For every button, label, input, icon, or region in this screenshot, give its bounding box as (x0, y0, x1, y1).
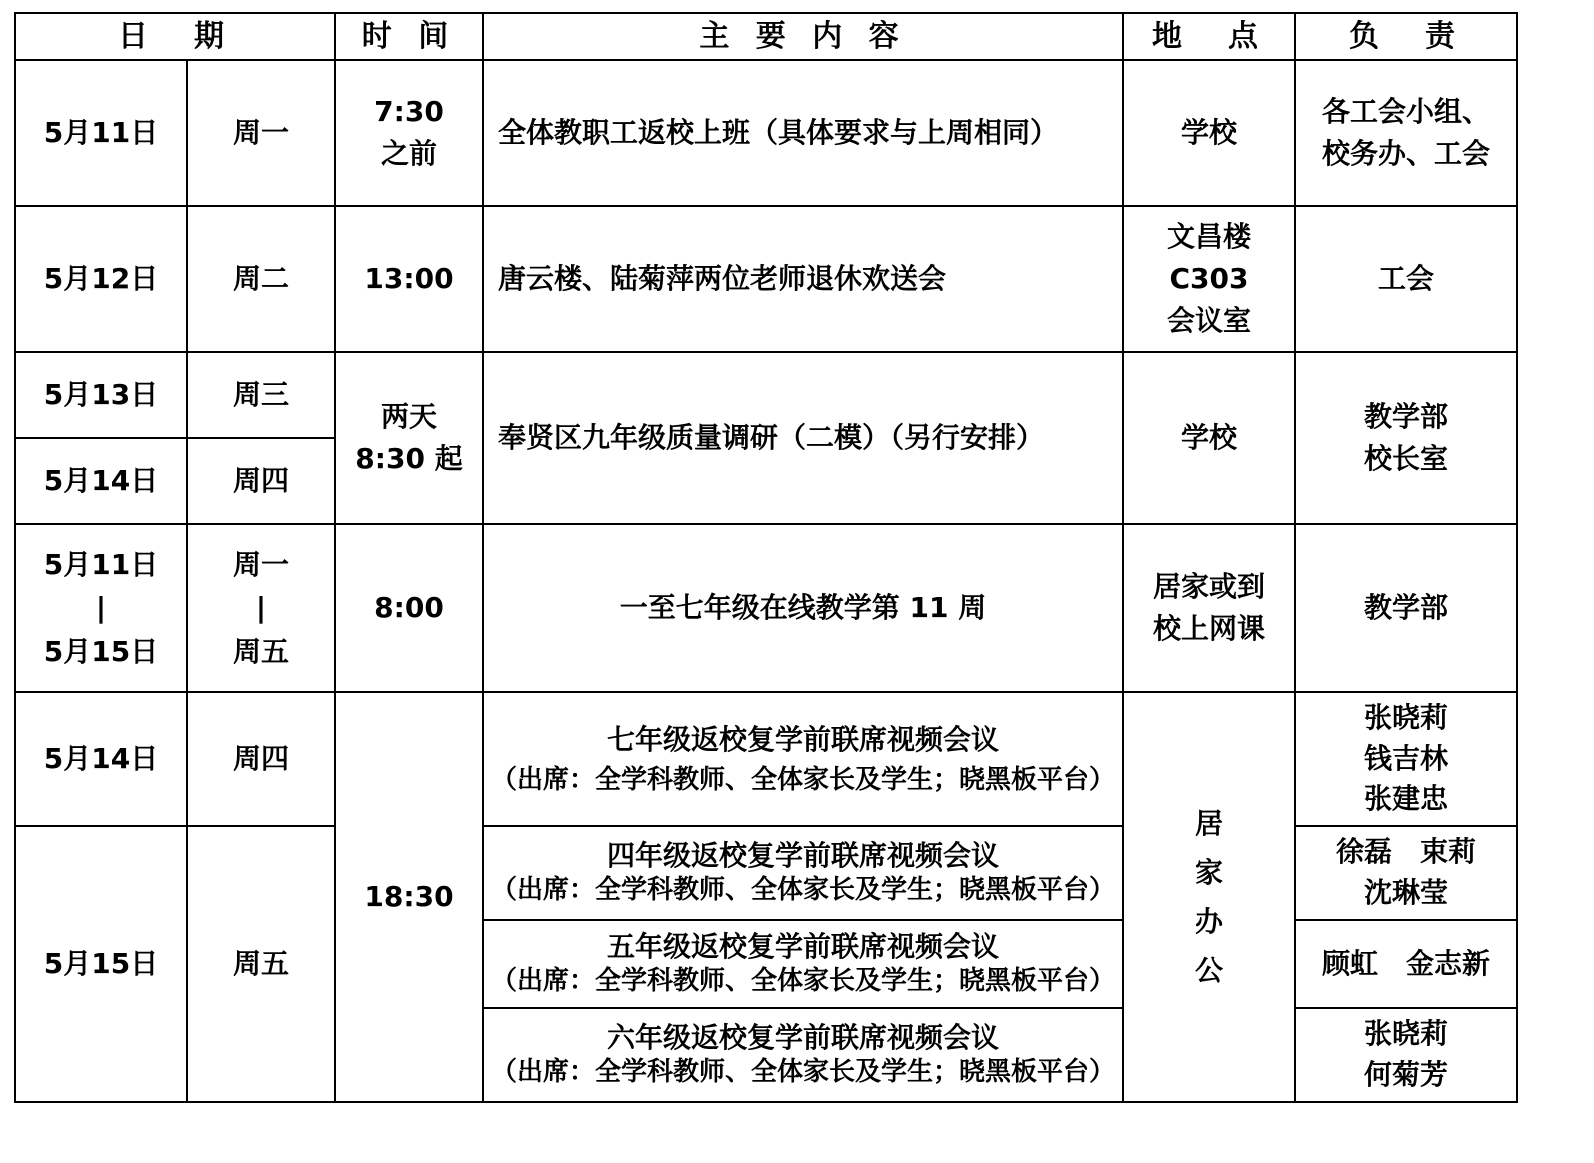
place-char: 公 (1194, 954, 1223, 987)
meeting-title: 六年级返校复学前联席视频会议 (606, 1020, 999, 1054)
content-cell (483, 692, 1123, 826)
owner-line: 校长室 (1363, 442, 1448, 475)
content-cell: 全体教职工返校上班（具体要求与上周相同） (483, 60, 1123, 206)
place-line: 会议室 (1166, 304, 1251, 337)
header-content: 主 要 内 容 (483, 13, 1123, 60)
owner-cell (1295, 826, 1517, 920)
time-cell (335, 60, 483, 206)
place-cell: 学校 (1123, 352, 1295, 524)
meeting-title: 四年级返校复学前联席视频会议 (606, 838, 999, 872)
meeting-attendees: （出席：全学科教师、全体家长及学生；晓黑板平台） (490, 1057, 1115, 1088)
time-line: 之前 (380, 137, 437, 170)
date-cell: 5月15日 (15, 826, 187, 1102)
place-cell (1123, 524, 1295, 692)
time-cell: 13:00 (335, 206, 483, 352)
header-date: 日 期 (15, 13, 335, 60)
owner-line: 张晓莉 (1363, 701, 1448, 735)
place-line: 校上网课 (1152, 612, 1265, 645)
meeting-attendees: （出席：全学科教师、全体家长及学生；晓黑板平台） (490, 764, 1115, 795)
date-cell: 5月14日 (15, 692, 187, 826)
day-cell: 周五 (187, 826, 335, 1102)
day-cell: 周二 (187, 206, 335, 352)
owner-line: 各工会小组、 (1321, 95, 1490, 128)
meeting-attendees: （出席：全学科教师、全体家长及学生；晓黑板平台） (490, 966, 1115, 997)
owner-line: 张建忠 (1363, 782, 1448, 816)
day-cell: 周一 (187, 60, 335, 206)
place-cell: 学校 (1123, 60, 1295, 206)
table-row (15, 352, 1517, 438)
date-cell: 5月11日 (15, 60, 187, 206)
owner-cell: 教学部 (1295, 524, 1517, 692)
place-line: 居家或到 (1152, 570, 1265, 603)
content-cell: 奉贤区九年级质量调研（二模）（另行安排） (483, 352, 1123, 524)
owner-line: 教学部 (1363, 400, 1448, 433)
owner-cell (1295, 692, 1517, 826)
table-row (15, 206, 1517, 352)
time-line: 7:30 (374, 95, 444, 128)
header-time: 时 间 (335, 13, 483, 60)
time-line: 8:30 起 (355, 442, 463, 475)
place-line: 文昌楼 (1166, 220, 1251, 253)
date-cell: 5月13日 (15, 352, 187, 438)
day-line: 周一 (232, 547, 289, 581)
owner-line: 徐磊 束莉 (1335, 835, 1476, 869)
owner-cell (1295, 60, 1517, 206)
header-place: 地 点 (1123, 13, 1295, 60)
header-row (15, 13, 1517, 60)
owner-line: 钱吉林 (1363, 741, 1448, 775)
date-line: | (95, 591, 107, 625)
header-owner: 负 责 (1295, 13, 1517, 60)
place-line: C303 (1169, 262, 1249, 295)
owner-cell (1295, 1008, 1517, 1102)
date-cell: 5月14日 (15, 438, 187, 524)
owner-line: 何菊芳 (1363, 1058, 1448, 1091)
table-row (15, 524, 1517, 692)
content-cell: 一至七年级在线教学第 11 周 (483, 524, 1123, 692)
day-cell: 周四 (187, 438, 335, 524)
place-char: 居 (1194, 807, 1223, 840)
day-cell (187, 524, 335, 692)
day-cell: 周四 (187, 692, 335, 826)
meeting-attendees: （出席：全学科教师、全体家长及学生；晓黑板平台） (490, 875, 1115, 906)
time-cell: 18:30 (335, 692, 483, 1102)
date-cell (15, 524, 187, 692)
owner-cell (1295, 352, 1517, 524)
place-char: 办 (1194, 905, 1223, 938)
owner-cell: 顾虹 金志新 (1295, 920, 1517, 1008)
time-cell (335, 352, 483, 524)
table-row (15, 692, 1517, 826)
day-cell: 周三 (187, 352, 335, 438)
meeting-title: 五年级返校复学前联席视频会议 (606, 929, 999, 963)
date-line: 5月11日 (43, 547, 159, 581)
content-cell: 唐云楼、陆菊萍两位老师退休欢送会 (483, 206, 1123, 352)
place-char: 家 (1194, 856, 1223, 889)
table-row (15, 60, 1517, 206)
schedule-table (14, 12, 1518, 1103)
content-cell (483, 1008, 1123, 1102)
day-line: 周五 (232, 634, 289, 668)
owner-line: 沈琳莹 (1363, 876, 1448, 909)
meeting-title: 七年级返校复学前联席视频会议 (606, 722, 999, 756)
place-cell (1123, 692, 1295, 1102)
owner-line: 张晓莉 (1363, 1017, 1448, 1051)
date-cell: 5月12日 (15, 206, 187, 352)
day-line: | (255, 591, 267, 625)
time-cell: 8:00 (335, 524, 483, 692)
time-line: 两天 (380, 400, 437, 433)
owner-line: 校务办、工会 (1321, 137, 1490, 170)
date-line: 5月15日 (43, 634, 159, 668)
owner-cell: 工会 (1295, 206, 1517, 352)
place-cell (1123, 206, 1295, 352)
content-cell (483, 826, 1123, 920)
content-cell (483, 920, 1123, 1008)
